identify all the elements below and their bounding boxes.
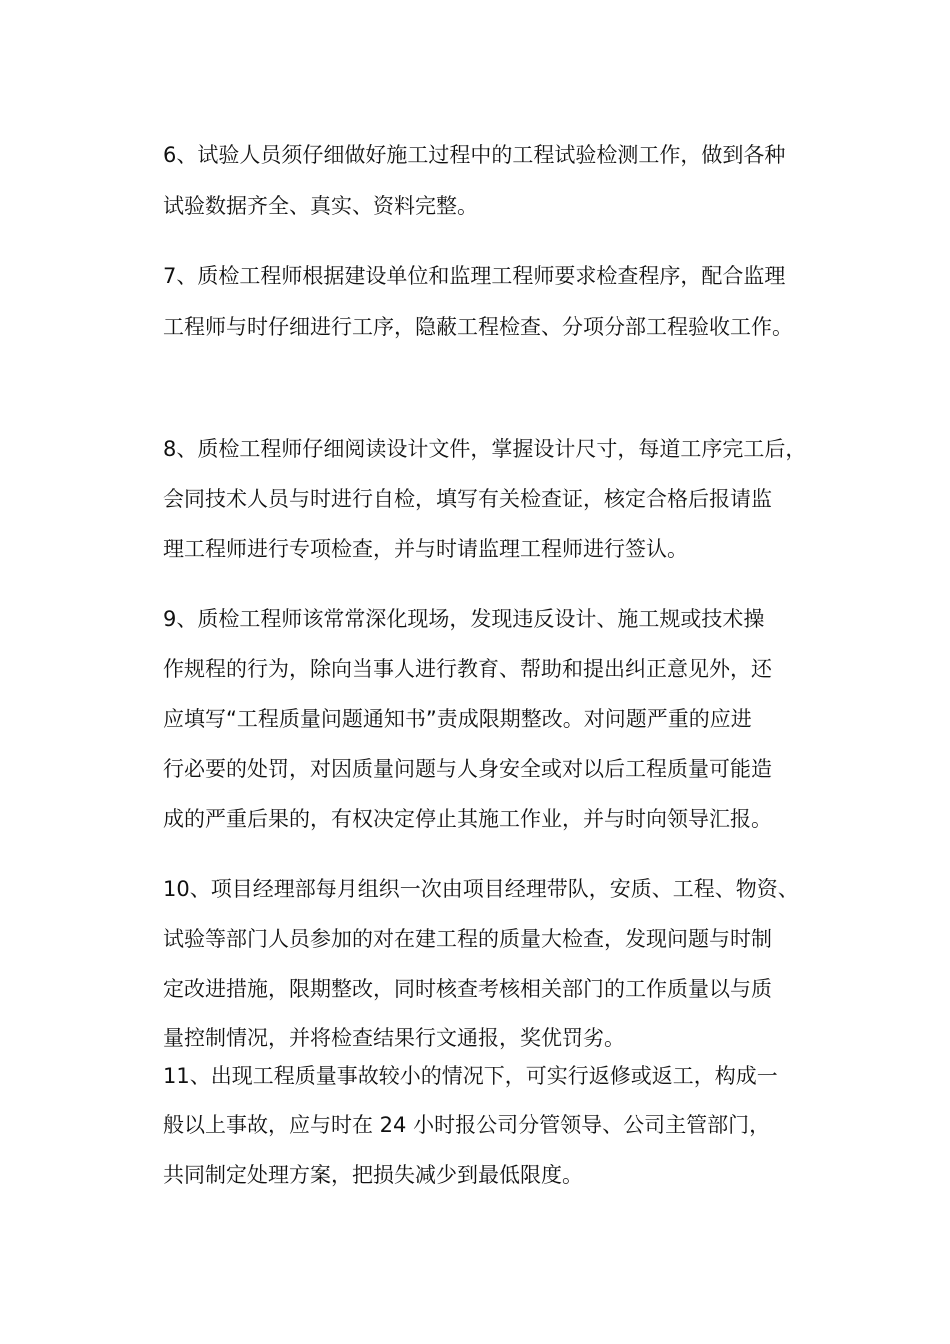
- paragraph-line: 6、试验人员须仔细做好施工过程中的工程试验检测工作，做到各种: [163, 143, 786, 167]
- paragraph-line: 般以上事故，应与时在 24 小时报公司分管领导、公司主管部门，: [163, 1113, 771, 1137]
- paragraph-line: 行必要的处罚，对因质量问题与人身安全或对以后工程质量可能造: [163, 757, 772, 781]
- paragraph-line: 工程师与时仔细进行工序，隐蔽工程检查、分项分部工程验收工作。: [163, 315, 793, 339]
- paragraph-line: 定改进措施，限期整改，同时核查考核相关部门的工作质量以与质: [163, 977, 772, 1001]
- paragraph-line: 试验等部门人员参加的对在建工程的质量大检查，发现问题与时制: [163, 927, 772, 951]
- paragraph-line: 7、质检工程师根据建设单位和监理工程师要求检查程序，配合监理: [163, 264, 786, 288]
- paragraph-line: 理工程师进行专项检查，并与时请监理工程师进行签认。: [163, 537, 688, 561]
- paragraph-line: 共同制定处理方案，把损失减少到最低限度。: [163, 1163, 583, 1187]
- paragraph-line: 会同技术人员与时进行自检，填写有关检查证，核定合格后报请监: [163, 487, 772, 511]
- paragraph-line: 成的严重后果的，有权决定停止其施工作业，并与时向领导汇报。: [163, 807, 772, 831]
- paragraph-line: 8、质检工程师仔细阅读设计文件，掌握设计尺寸，每道工序完工后，: [163, 437, 807, 461]
- paragraph-line: 10、项目经理部每月组织一次由项目经理带队，安质、工程、物资、: [163, 877, 799, 901]
- paragraph-line: 试验数据齐全、真实、资料完整。: [163, 194, 478, 218]
- paragraph-line: 应填写“工程质量问题通知书”责成限期整改。对问题严重的应进: [163, 707, 752, 731]
- paragraph-line: 量控制情况，并将检查结果行文通报，奖优罚劣。: [163, 1026, 625, 1050]
- paragraph-line: 作规程的行为，除向当事人进行教育、帮助和提出纠正意见外，还: [163, 657, 772, 681]
- paragraph-line: 11、出现工程质量事故较小的情况下，可实行返修或返工，构成一: [163, 1064, 778, 1088]
- paragraph-line: 9、质检工程师该常常深化现场，发现违反设计、施工规或技术操: [163, 607, 765, 631]
